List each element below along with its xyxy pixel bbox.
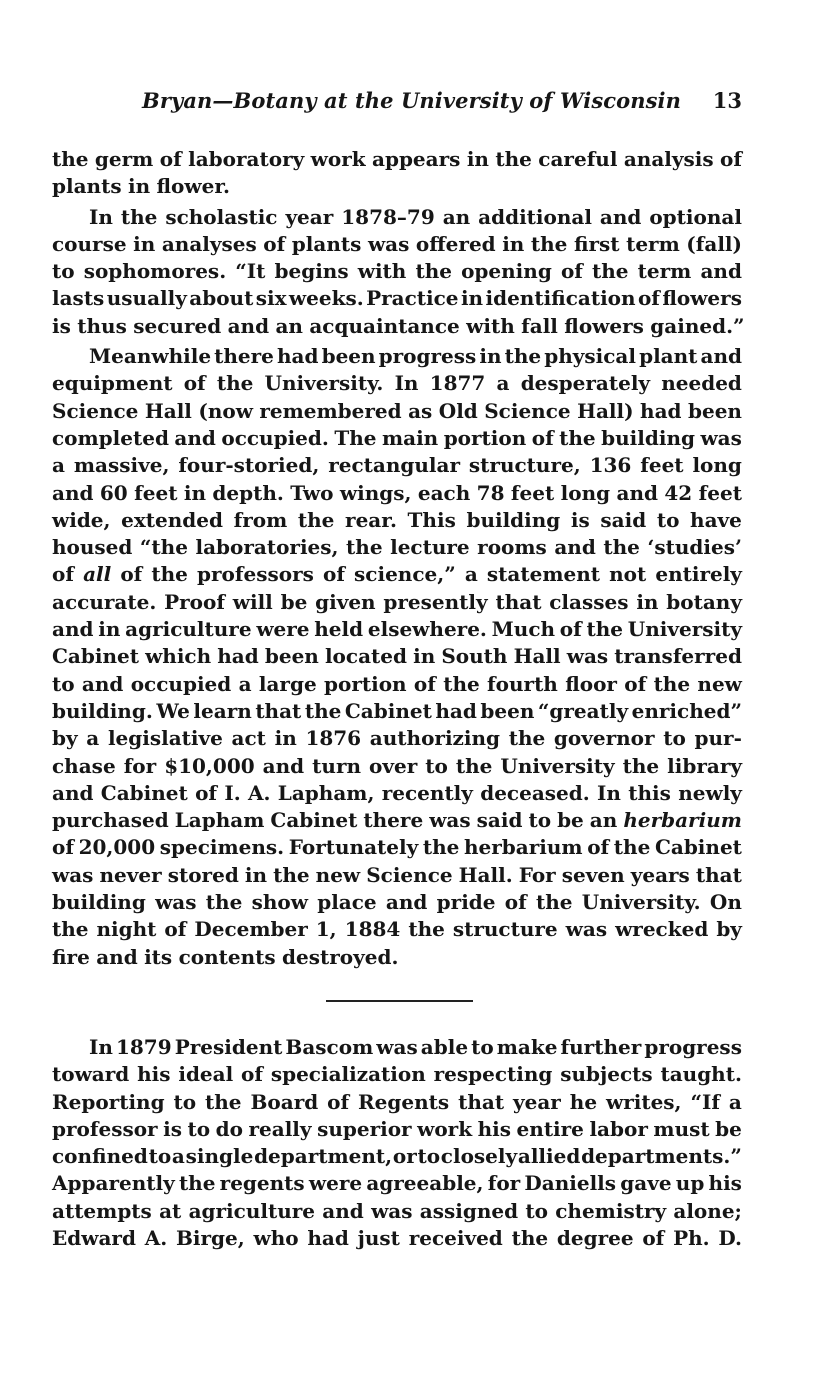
text-line: building. We learn that the Cabinet had been “greatly enriched” xyxy=(52,698,742,723)
text-line: by a legislative act in 1876 authorizing the governor to pur- xyxy=(52,726,742,751)
text-line: Reporting to the Board of Regents that year he writes, “If a xyxy=(52,1089,742,1114)
page-header xyxy=(52,88,742,122)
second-section xyxy=(52,1034,742,1252)
text-line: is thus secured and an acquaintance with fall flowers gained.” xyxy=(52,313,745,338)
paragraph xyxy=(52,146,742,201)
text-line: completed and occupied. The main portion of the building was xyxy=(52,425,742,450)
text-line: the germ of laboratory work appears in the careful analysis of xyxy=(52,147,742,171)
text-line: Edward A. Birge, who had just received the degree of Ph. D. xyxy=(52,1226,742,1251)
body-text xyxy=(52,146,745,971)
text-line: professor is to do really superior work his entire labor must be xyxy=(52,1116,742,1141)
text-line: Meanwhile there had been progress in the physical plant and xyxy=(89,344,742,369)
text-line: fire and its contents destroyed. xyxy=(52,944,399,969)
text-line: attempts at agriculture and was assigned to chemistry alone; xyxy=(52,1198,742,1223)
text-line: building was the show place and pride of the University. On xyxy=(52,890,742,915)
text-line: plants in flower. xyxy=(52,174,231,199)
text-line: and 60 feet in depth. Two wings, each 78 feet long and 42 feet xyxy=(52,480,742,505)
text-line: chase for $10,000 and turn over to the University the library xyxy=(52,753,742,778)
text-line: Apparently the regents were agreeable, for Daniells gave up his xyxy=(52,1171,742,1196)
text-line: of all of the professors of science,” a statement not entirely xyxy=(52,562,742,587)
text-line: accurate. Proof will be given presently that classes in botany xyxy=(52,589,742,614)
text-line: equipment of the University. In 1877 a desperately needed xyxy=(52,371,742,396)
text-line: confined to a single department, or to closely allied departments.” xyxy=(52,1144,742,1169)
text-line: and in agriculture were held elsewhere. Much of the University xyxy=(52,617,742,642)
text-line: to sophomores. “It begins with the opening of the term and xyxy=(52,259,742,284)
text-line: a massive, four-storied, rectangular structure, 136 feet long xyxy=(52,453,742,478)
paragraph xyxy=(52,204,745,340)
text-line: toward his ideal of specialization respecting subjects taught. xyxy=(52,1062,742,1087)
running-title: Bryan—Botany at the University of Wisconsin xyxy=(142,88,681,113)
text-line: and Cabinet of I. A. Lapham, recently deceased. In this newly xyxy=(52,780,742,805)
text-line: of 20,000 specimens. Fortunately the herbarium of the Cabinet xyxy=(52,835,742,860)
text-line: Science Hall (now remembered as Old Science Hall) had been xyxy=(52,398,742,423)
text-line: purchased Lapham Cabinet there was said to be an herbarium xyxy=(52,808,742,833)
paragraph xyxy=(52,343,742,971)
text-line: In the scholastic year 1878–79 an additional and optional xyxy=(89,204,742,229)
text-line: the night of December 1, 1884 the structure was wrecked by xyxy=(52,917,742,942)
text-line: was never stored in the new Science Hall. For seven years that xyxy=(52,862,742,887)
section-divider xyxy=(326,1000,473,1002)
text-line: Cabinet which had been located in South Hall was transferred xyxy=(52,644,742,669)
text-line: housed “the laboratories, the lecture rooms and the ‘studies’ xyxy=(52,535,742,560)
text-line: course in analyses of plants was offered in the first term (fall) xyxy=(52,231,742,256)
text-line: lasts usually about six weeks. Practice in identification of flowers xyxy=(52,286,742,311)
text-line: wide, extended from the rear. This building is said to have xyxy=(52,507,742,532)
text-line: to and occupied a large portion of the fourth floor of the new xyxy=(52,671,742,696)
page-number: 13 xyxy=(712,88,742,113)
text-line: In 1879 President Bascom was able to make further progress xyxy=(89,1035,742,1059)
